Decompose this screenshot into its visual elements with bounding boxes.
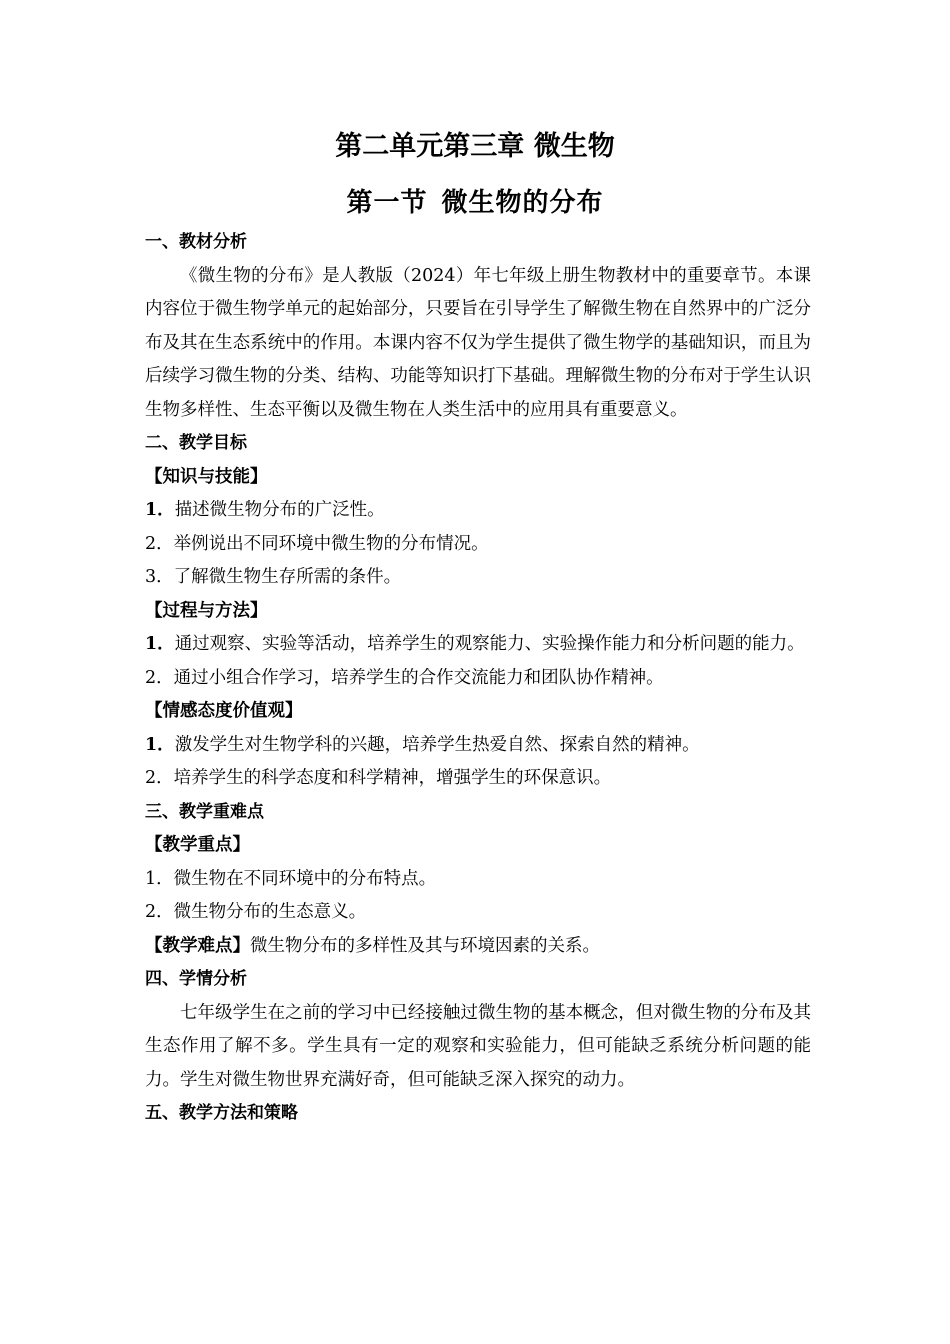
list-item [145, 494, 811, 528]
section-title [0, 182, 950, 219]
list-item [145, 896, 811, 930]
subheading-key-points: 【教学重点】 [145, 835, 250, 855]
list-number: 1． [145, 634, 175, 654]
heading-teaching-goals: 二、教学目标 [145, 433, 247, 453]
list-text: 微生物在不同环境中的分布特点。 [173, 868, 437, 889]
list-item [145, 863, 811, 897]
difficult-points-label: 【教学难点】 [145, 935, 250, 956]
list-item [145, 662, 811, 696]
list-item [145, 628, 811, 662]
list-text: 举例说出不同环境中微生物的分布情况。 [173, 533, 489, 554]
list-number: 3． [145, 567, 174, 587]
list-item [145, 762, 811, 796]
subheading-process-methods: 【过程与方法】 [145, 600, 268, 621]
list-text: 激发学生对生物学科的兴趣，培养学生热爱自然、探索自然的精神。 [174, 734, 700, 755]
list-number: 1． [145, 500, 175, 520]
paragraph-student-analysis: 七年级学生在之前的学习中已经接触过微生物的基本概念，但对微生物的分布及其生态作用了解不多。学生具有一定的观察和实验能力，但可能缺乏系统分析问题的能力。学生对微生物世界充满好奇，但可能缺乏深入探究的动力。 [145, 1002, 811, 1090]
list-number: 2． [145, 902, 174, 922]
document-body [145, 226, 811, 1131]
section-number: 第一节 [346, 188, 428, 218]
list-number: 1． [145, 868, 174, 889]
paragraph-textbook-analysis: 《微生物的分布》是人教版（2024）年七年级上册生物教材中的重要章节。本课内容位于微生物学单元的起始部分，只要旨在引导学生了解微生物在自然界中的广泛分布及其在生态系统中的作用。本课内容不仅为学生提供了微生物学的基础知识，而且为后续学习微生物的分类、结构、功能等知识打下基础。理解微生物的分布对于学生认识生物多样性、生态平衡以及微生物在人类生活中的应用具有重要意义。 [145, 265, 811, 420]
subheading-attitude-values: 【情感态度价值观】 [145, 701, 303, 721]
difficult-points-text: 微生物分布的多样性及其与环境因素的关系。 [250, 935, 600, 956]
subheading-knowledge-skills: 【知识与技能】 [145, 466, 268, 487]
list-text: 描述微生物分布的广泛性。 [174, 500, 385, 520]
list-item [145, 528, 811, 562]
list-number: 2． [145, 533, 174, 554]
list-text: 了解微生物生存所需的条件。 [173, 567, 402, 587]
list-item [145, 729, 811, 763]
heading-student-analysis: 四、学情分析 [145, 969, 247, 989]
heading-teaching-methods: 五、教学方法和策略 [145, 1103, 298, 1123]
list-text: 通过小组合作学习，培养学生的合作交流能力和团队协作精神。 [173, 667, 664, 688]
list-text: 通过观察、实验等活动，培养学生的观察能力、实验操作能力和分析问题的能力。 [174, 634, 805, 654]
difficult-points [145, 930, 811, 964]
list-text: 培养学生的科学态度和科学精神，增强学生的环保意识。 [173, 768, 612, 788]
section-name: 微生物的分布 [441, 188, 604, 218]
list-text: 微生物分布的生态意义。 [173, 902, 367, 922]
list-item [145, 561, 811, 595]
list-number: 2． [145, 768, 174, 788]
chapter-title: 第二单元第三章 微生物 [335, 131, 615, 162]
list-number: 1． [145, 734, 175, 755]
heading-textbook-analysis: 一、教材分析 [145, 232, 247, 252]
list-number: 2． [145, 667, 174, 688]
heading-key-difficult-points: 三、教学重难点 [145, 801, 264, 822]
